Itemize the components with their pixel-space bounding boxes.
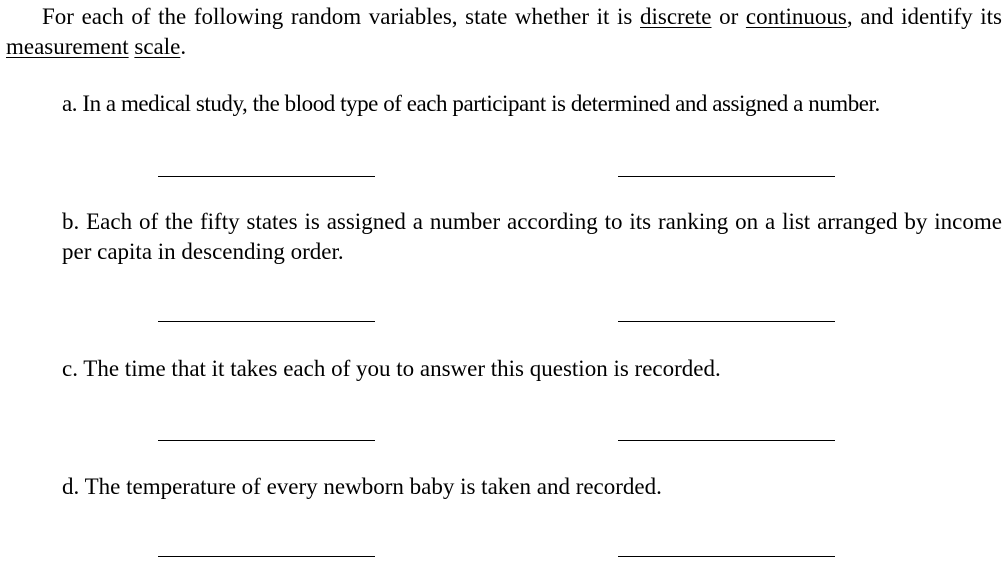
answer-blank-d-discrete-continuous[interactable] (158, 556, 375, 557)
answer-blank-b-measurement-scale[interactable] (618, 321, 835, 322)
term-measurement: measurement (6, 34, 129, 59)
question-d: d. The temperature of every newborn baby is taken and recorded. (62, 474, 662, 499)
answer-blank-b-discrete-continuous[interactable] (158, 321, 375, 322)
term-continuous: continuous (745, 4, 847, 29)
answer-blank-a-discrete-continuous[interactable] (158, 176, 375, 177)
answer-blank-d-measurement-scale[interactable] (618, 556, 835, 557)
term-discrete: discrete (640, 4, 712, 29)
question-a: a. In a medical study, the blood type of each participant is determined and assigned a number. (62, 91, 880, 116)
instructions-text-1: For each of the following random variables, state whether it is (42, 4, 640, 29)
answer-blank-c-discrete-continuous[interactable] (158, 440, 375, 441)
instructions-period: . (180, 34, 187, 59)
question-b: b. Each of the fifty states is assigned a number according to its ranking on a list arranged by income per capita in descending order. (62, 209, 1002, 264)
instructions-text-2: , and identify its (846, 4, 1002, 29)
instructions-text-or: or (711, 4, 746, 29)
term-scale: scale (134, 34, 181, 59)
answer-blank-c-measurement-scale[interactable] (618, 440, 835, 441)
answer-blank-a-measurement-scale[interactable] (618, 176, 835, 177)
instructions-paragraph (6, 2, 1002, 62)
question-c: c. The time that it takes each of you to answer this question is recorded. (62, 356, 721, 381)
